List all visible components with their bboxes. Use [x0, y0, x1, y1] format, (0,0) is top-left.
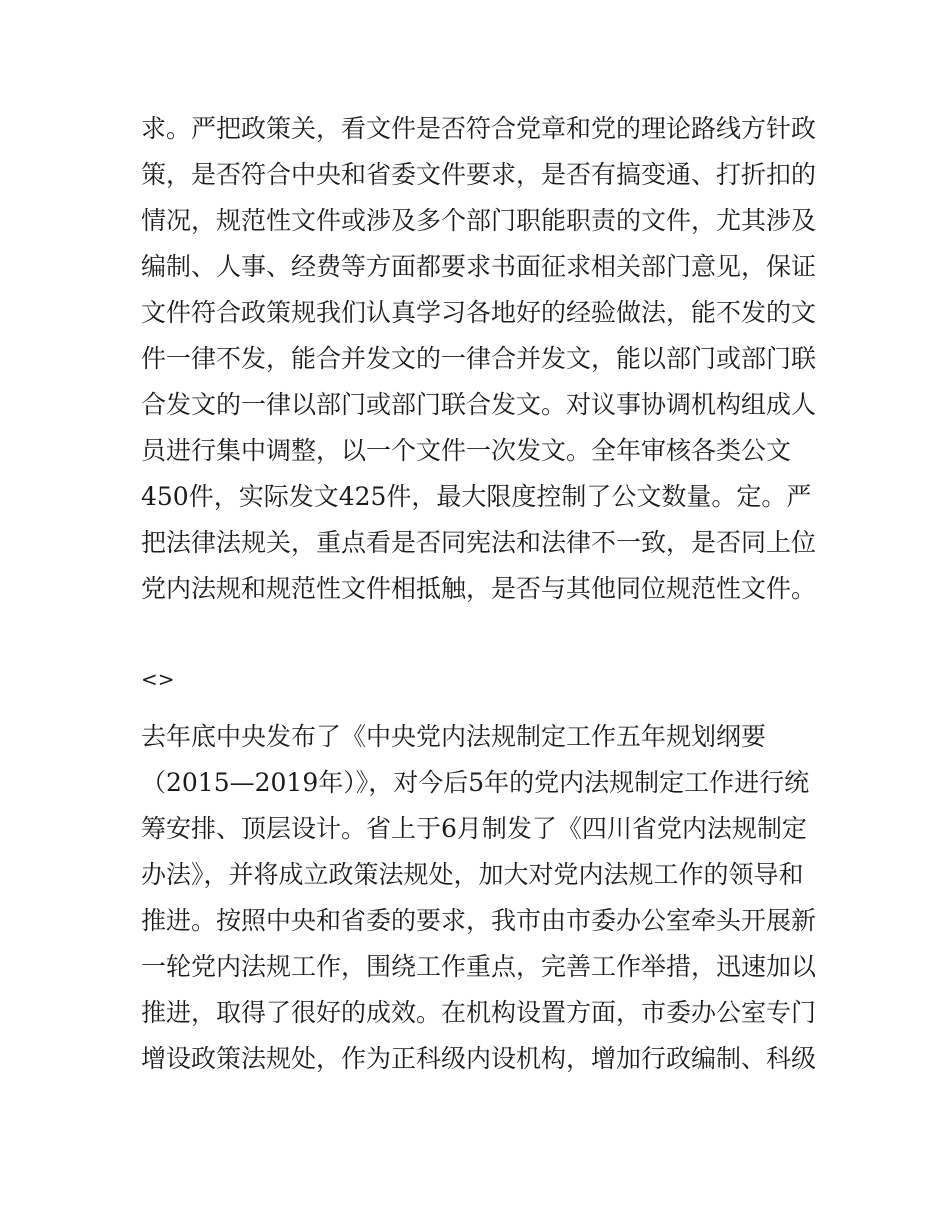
text-line: 员进行集中调整，以一个文件一次发文。全年审核各类公文	[141, 436, 792, 465]
text-line: 情况，规范性文件或涉及多个部门职能职责的文件，尤其涉及	[141, 206, 817, 235]
text-line: 合发文的一律以部门或部门联合发文。对议事协调机构组成人	[141, 390, 817, 419]
text-line: （2015—2019年）》，对今后5年的党内法规制定工作进行统	[141, 768, 810, 797]
text-line: 去年底中央发布了《中央党内法规制定工作五年规划纲要	[141, 722, 767, 751]
text-line: 推进。按照中央和省委的要求，我市由市委办公室牵头开展新	[141, 906, 817, 935]
text-line: 增设政策法规处，作为正科级内设机构，增加行政编制、科级	[141, 1044, 817, 1073]
paragraph-1	[141, 106, 821, 612]
text-line: 把法律法规关，重点看是否同宪法和法律不一致，是否同上位	[141, 528, 817, 557]
text-line: 推进，取得了很好的成效。在机构设置方面，市委办公室专门	[141, 998, 817, 1027]
text-line: 策，是否符合中央和省委文件要求，是否有搞变通、打折扣的	[141, 160, 817, 189]
text-line: 一轮党内法规工作，围绕工作重点，完善工作举措，迅速加以	[141, 952, 817, 981]
text-line: 件一律不发，能合并发文的一律合并发文，能以部门或部门联	[141, 344, 817, 373]
text-line: 办法》，并将成立政策法规处，加大对党内法规工作的领导和	[141, 860, 804, 889]
text-line: 筹安排、顶层设计。省上于6月制发了《四川省党内法规制定	[141, 814, 807, 843]
text-line: 450件，实际发文425件，最大限度控制了公文数量。定。严	[141, 482, 812, 511]
paragraph-2	[141, 714, 821, 1082]
text-line: 编制、人事、经费等方面都要求书面征求相关部门意见，保证	[141, 252, 817, 281]
text-line: 党内法规和规范性文件相抵触，是否与其他同位规范性文件。	[141, 574, 817, 603]
text-line: 求。严把政策关，看文件是否符合党章和党的理论路线方针政	[141, 114, 817, 143]
section-marker: <>	[141, 667, 175, 691]
text-line: 文件符合政策规我们认真学习各地好的经验做法，能不发的文	[141, 298, 817, 327]
